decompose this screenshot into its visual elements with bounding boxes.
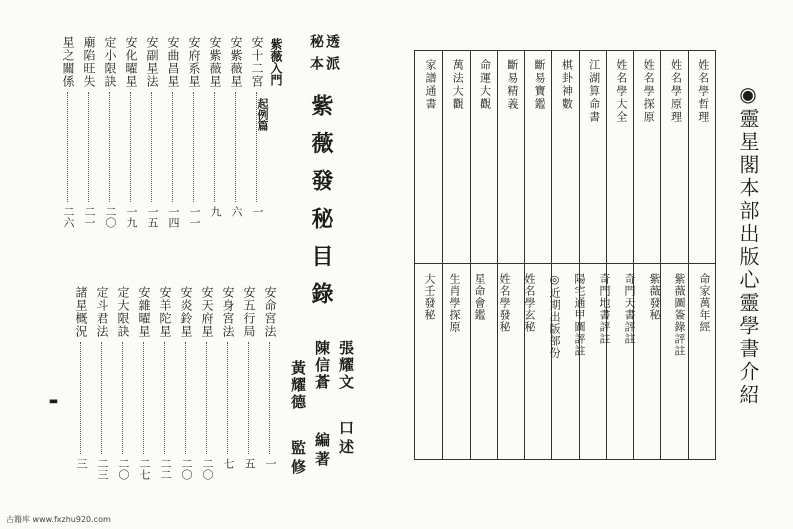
- toc-leader-dots: [248, 342, 249, 454]
- toc-entry-page: 二七: [138, 458, 151, 480]
- margin-mark: ▬: [48, 396, 59, 407]
- toc-entry-page: 二〇: [117, 458, 130, 480]
- toc-leader-dots: [214, 92, 215, 202]
- title-prefix-b: 派: [324, 56, 340, 70]
- toc-leader-dots: [67, 92, 68, 202]
- toc-leader-dots: [88, 92, 89, 202]
- catalog-book-title: 陽宅通甲圖評註: [573, 273, 586, 357]
- right-page: [400, 0, 793, 529]
- toc-entry-page: 五: [243, 458, 256, 469]
- catalog-column-rule: [497, 51, 498, 459]
- catalog-book-title: 紫薇圖簽錄評註: [673, 273, 686, 357]
- toc-entry-label: 定大限訣: [116, 286, 130, 338]
- toc-entry-label: 安身宮法: [221, 286, 235, 338]
- toc-entry-page: 一五: [146, 206, 159, 228]
- catalog-book-title: 萬法大觀: [451, 59, 465, 111]
- toc-leader-dots: [227, 342, 228, 454]
- catalog-book-title: 斷易精義: [505, 59, 519, 111]
- catalog-book-title: 家譜通書: [424, 59, 437, 111]
- toc-leader-dots: [164, 342, 165, 454]
- toc-leader-dots: [101, 342, 102, 454]
- toc-leader-dots: [122, 342, 123, 454]
- title-prefix-c: 秘: [308, 34, 324, 48]
- catalog-book-title: 姓名學發秘: [498, 273, 511, 333]
- toc-entry-page: 九: [209, 206, 222, 217]
- author-1: 張耀文: [337, 340, 355, 391]
- catalog-column-rule: [579, 51, 580, 459]
- toc-leader-dots: [80, 342, 81, 454]
- toc-entry-label: 安五行局: [242, 286, 256, 338]
- catalog-divider: [415, 263, 715, 264]
- toc-entry-page: 一四: [167, 206, 180, 228]
- toc-leader-dots: [130, 92, 131, 202]
- catalog-book-title: 姓名學哲理: [696, 59, 710, 124]
- catalog-book-title: 紫薇發秘: [648, 273, 661, 321]
- catalog-book-title: 斷易寶鑑: [533, 59, 547, 111]
- role-2: 編著: [313, 432, 331, 470]
- catalog-book-title: 姓名學大全: [614, 59, 628, 124]
- toc-entry-page: 二〇: [104, 206, 117, 228]
- toc-entry-label: 安炎鈴星: [179, 286, 193, 338]
- catalog-book-title: 姓名學原理: [669, 59, 683, 124]
- toc-entry-page: 一: [264, 458, 277, 469]
- author-2: 陳信蒼: [313, 340, 331, 391]
- toc-entry-label: 安紫薇星: [229, 36, 243, 88]
- toc-entry-label: 安曲昌星: [166, 36, 180, 88]
- role-3: 監修: [289, 440, 307, 478]
- catalog-column-rule: [688, 51, 689, 459]
- catalog-book-title: 大壬發秘: [423, 273, 436, 321]
- toc-entry-page: 二三: [96, 458, 109, 480]
- catalog-column-rule: [442, 51, 443, 459]
- publisher-heading: 靈星閣本部出版心靈學書介紹: [736, 108, 760, 407]
- toc-entry-label: 諸星概況: [74, 286, 88, 338]
- catalog-column-rule: [551, 51, 552, 459]
- toc-entry-label: 星之關係: [61, 36, 75, 88]
- toc-entry-page: 二〇: [180, 458, 193, 480]
- catalog-book-title: 棋卦神數: [560, 59, 574, 111]
- toc-leader-dots: [143, 342, 144, 454]
- toc-leader-dots: [109, 92, 110, 202]
- toc-entry-page: 二〇: [201, 458, 214, 480]
- role-1: 口述: [337, 420, 355, 458]
- catalog-column-rule: [524, 51, 525, 459]
- catalog-column-rule: [660, 51, 661, 459]
- toc-entry-label: 安府系星: [187, 36, 201, 88]
- catalog-book-title: 命運大觀: [478, 59, 492, 111]
- toc-entry-page: 二二: [159, 458, 172, 480]
- title-prefix-d: 本: [308, 56, 324, 70]
- footer-watermark: 古籍库 www.fxzhu920.com: [6, 515, 111, 524]
- catalog-book-title: 姓名學玄秘: [523, 273, 536, 333]
- toc-entry-page: 三: [75, 458, 88, 469]
- toc-entry-label: 安雜曜星: [137, 286, 151, 338]
- toc-entry-page: 二一: [83, 206, 96, 228]
- toc-entry-label: 廟陷旺失: [82, 36, 96, 88]
- catalog-book-title: 生肖學探原: [448, 273, 461, 333]
- toc-entry-label: 安副星法: [145, 36, 159, 88]
- author-3: 黃耀德: [289, 360, 307, 411]
- toc-leader-dots: [185, 342, 186, 454]
- heading-symbol: ◉: [736, 82, 760, 106]
- toc-entry-label: 定斗君法: [95, 286, 109, 338]
- toc-leader-dots: [235, 92, 236, 202]
- title-prefix-a: 透: [324, 34, 340, 48]
- toc-entry-label: 安紫薇星: [208, 36, 222, 88]
- toc-entry-page: 二六: [62, 206, 75, 228]
- toc-leader-dots: [269, 342, 270, 454]
- toc-leader-dots: [256, 92, 257, 202]
- toc-leader-dots: [206, 342, 207, 454]
- catalog-column-rule: [606, 51, 607, 459]
- book-title: 紫 薇 發 秘 目 錄: [308, 94, 334, 309]
- toc-entry-page: 六: [230, 206, 243, 217]
- section-header: 紫薇入門: [269, 38, 283, 86]
- catalog-book-title: 星命會鑑: [473, 273, 486, 321]
- toc-entry-page: 一: [251, 206, 264, 217]
- toc-entry-label: 安十二宮: [250, 36, 264, 88]
- toc-entry-page: 七: [222, 458, 235, 469]
- catalog-column-rule: [470, 51, 471, 459]
- toc-entry-label: 安化曜星: [124, 36, 138, 88]
- catalog-book-title: 姓名學探原: [642, 59, 656, 124]
- toc-entry-label: 安羊陀星: [158, 286, 172, 338]
- catalog-book-title: 奇門地書評註: [598, 273, 611, 345]
- section-subheader: 起例篇: [256, 98, 269, 131]
- toc-entry-page: 一九: [125, 206, 138, 228]
- toc-entry-label: 定小限訣: [103, 36, 117, 88]
- toc-leader-dots: [172, 92, 173, 202]
- catalog-book-title: 江湖算命書: [587, 59, 601, 124]
- catalog-column-rule: [633, 51, 634, 459]
- toc-entry-page: 一一: [188, 206, 201, 228]
- toc-entry-label: 安天府星: [200, 286, 214, 338]
- toc-entry-label: 安命宮法: [263, 286, 277, 338]
- catalog-book-title: 命家萬年經: [698, 273, 711, 333]
- catalog-book-title: ◎近期出版部份: [548, 273, 561, 359]
- toc-leader-dots: [193, 92, 194, 202]
- catalog-book-title: 奇門天書評註: [623, 273, 636, 345]
- toc-leader-dots: [151, 92, 152, 202]
- book-catalog-table: [414, 50, 716, 460]
